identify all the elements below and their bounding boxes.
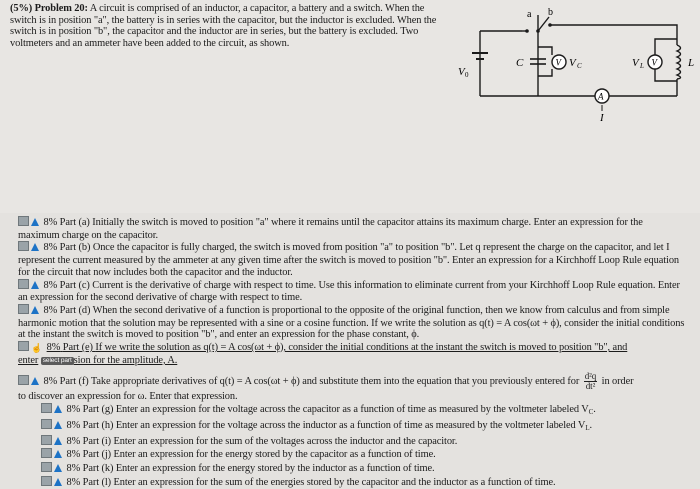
part-name[interactable]: Part (d) (59, 304, 91, 316)
part-text-continued: to discover an expression for ω. Enter that expression. (18, 391, 238, 403)
part-name[interactable]: Part (c) (59, 279, 90, 291)
warning-triangle-icon (31, 306, 39, 314)
part-status-icon (41, 419, 52, 429)
warning-triangle-icon (54, 421, 62, 429)
warning-triangle-icon (54, 464, 62, 472)
part-name[interactable]: Part (b) (59, 242, 91, 254)
subscript: L (585, 423, 590, 432)
part-l[interactable] (18, 476, 686, 489)
part-b[interactable] (18, 241, 686, 278)
vc-sub: C (577, 62, 582, 70)
part-f[interactable] (18, 372, 686, 403)
part-weight: 8% (43, 242, 58, 254)
battery-v-label: V (458, 66, 465, 78)
part-g[interactable] (18, 403, 686, 419)
subscript: C (588, 408, 594, 417)
part-status-icon (41, 435, 52, 445)
voltmeter-c-label: V (555, 57, 561, 68)
part-text-end: . (593, 404, 596, 416)
warning-triangle-icon (54, 478, 62, 486)
part-name[interactable]: Part (j) (82, 449, 111, 461)
part-text: Take appropriate derivatives of q(t) = A cos(ωt + ϕ) and substitute them into the equation that you previously entered for (90, 376, 580, 388)
warning-triangle-icon (31, 243, 39, 251)
problem-statement-text: A circuit is comprised of an inductor, a capacitor, a battery and a switch. When the switch is in position "a", the battery is in series with the capacitor, but the inductor is excluded. When the switch is in position "b", the capacitor and the inductor are in series, but the battery is excluded. Two voltmeters and an ammeter have been added to the circuit, as shown. (10, 3, 437, 49)
part-status-icon (41, 462, 52, 472)
part-text-tail: in order (601, 376, 634, 388)
part-e[interactable] (18, 341, 686, 366)
part-text-end: sion for the amplitude, A. (73, 354, 178, 366)
part-d[interactable] (18, 304, 686, 341)
switch-a-label: a (527, 9, 532, 20)
part-name[interactable]: Part (f) (59, 376, 89, 388)
part-weight: 8% (66, 449, 81, 461)
part-text: When the second derivative of a function is proportional to the opposite of the original function, then we know from calculus and from simple harmonic motion that the solution may be represented with a sine or a cosine function. If we write the solution as q(t) = A cos(ωt + ϕ), consider the initial conditions at the instant the switch is moved to position "b", and enter an expression for the phase constant, ϕ. (18, 304, 685, 341)
ammeter-label: A (598, 91, 604, 102)
part-h[interactable] (18, 419, 686, 435)
part-text-continued: enter (18, 354, 39, 366)
vc-label: V (569, 57, 576, 69)
part-weight: 8% (46, 342, 61, 354)
part-name[interactable]: Part (e) (62, 342, 93, 354)
voltmeter-l-label: V (651, 57, 657, 68)
part-text: If we write the solution as q(t) = A cos(ωt + ϕ), consider the initial conditions at the instant the switch is moved to position "b", and (95, 342, 628, 354)
part-name[interactable]: Part (i) (82, 435, 111, 447)
part-weight: 8% (66, 404, 81, 416)
warning-triangle-icon (54, 405, 62, 413)
part-i[interactable] (18, 435, 686, 449)
part-text: Enter an expression for the voltage across the capacitor as a function of time as measured by the voltmeter labeled V (115, 404, 589, 416)
part-status-icon (41, 448, 52, 458)
part-text: Enter an expression for the sum of the energies stored by the capacitor and the inductor as a function of time. (113, 476, 556, 488)
problem-header-area (0, 0, 700, 213)
part-status-icon (18, 304, 29, 314)
part-weight: 8% (66, 419, 81, 431)
part-c[interactable] (18, 279, 686, 304)
part-weight: 8% (43, 279, 58, 291)
parts-list (18, 216, 686, 489)
battery-v-sub: 0 (465, 71, 469, 79)
warning-triangle-icon (31, 281, 39, 289)
circuit-diagram (450, 3, 695, 153)
part-k[interactable] (18, 462, 686, 476)
part-weight: 8% (43, 304, 58, 316)
part-name[interactable]: Part (k) (82, 462, 114, 474)
warning-triangle-icon (54, 450, 62, 458)
part-text: Enter an expression for the energy stored by the capacitor as a function of time. (113, 449, 436, 461)
warning-triangle-icon (31, 377, 39, 385)
fraction-numerator: d²q (584, 371, 597, 382)
second-derivative-fraction (584, 372, 597, 391)
fraction-denominator: dt² (585, 381, 596, 392)
pointer-cursor-icon: ☝ (31, 343, 43, 354)
part-name[interactable]: Part (l) (82, 476, 111, 488)
part-text-end: . (589, 419, 592, 431)
capacitor-label: C (516, 57, 524, 69)
problem-statement (10, 3, 450, 49)
part-status-icon (41, 403, 52, 413)
part-status-icon (18, 375, 29, 385)
part-name[interactable]: Part (a) (59, 217, 90, 228)
select-part-tooltip[interactable]: select part (42, 356, 72, 364)
switch-b-label: b (548, 7, 553, 18)
warning-triangle-icon (54, 437, 62, 445)
part-text: Once the capacitor is fully charged, the switch is moved from position "a" to position "b". Let q represent the charge on the capacitor, and let I represent the current measured by the ammeter at any given time after the switch is moved to position "b". Enter an expression for a Kirchhoff Loop Rule equation for the circuit that now includes both the capacitor and the inductor. (18, 242, 680, 278)
vl-sub: L (640, 62, 644, 70)
part-status-icon (18, 216, 29, 226)
part-text: Initially the switch is moved to position "a" where it remains until the capacitor attains its maximum charge. Enter an expression for the maximum charge on the capacitor. (18, 217, 643, 241)
part-text: Enter an expression for the sum of the voltages across the inductor and the capacitor. (113, 435, 458, 447)
part-status-icon (18, 279, 29, 289)
part-text: Enter an expression for the energy stored by the inductor as a function of time. (115, 462, 435, 474)
part-weight: 8% (43, 217, 58, 228)
part-weight: 8% (66, 476, 81, 488)
part-name[interactable]: Part (h) (82, 419, 114, 431)
part-text: Enter an expression for the voltage across the inductor as a function of time as measured by the voltmeter labeled V (115, 419, 586, 431)
inductor-label: L (688, 57, 695, 69)
part-weight: 8% (66, 462, 81, 474)
current-label: I (600, 112, 604, 124)
part-weight: 8% (43, 376, 58, 388)
part-weight: 8% (66, 435, 81, 447)
part-text: Current is the derivative of charge with respect to time. Use this information to eliminate current from your Kirchhoff Loop Rule equation. Enter an expression for the second derivative of charge with respect to time. (18, 279, 680, 304)
part-name[interactable]: Part (g) (82, 404, 114, 416)
part-j[interactable] (18, 448, 686, 462)
part-a[interactable] (18, 216, 686, 241)
problem-heading: (5%) Problem 20: (10, 3, 88, 14)
part-status-icon (18, 241, 29, 251)
part-status-icon (18, 341, 29, 351)
part-status-icon (41, 476, 52, 486)
warning-triangle-icon (31, 218, 39, 226)
vl-label: V (632, 57, 639, 69)
